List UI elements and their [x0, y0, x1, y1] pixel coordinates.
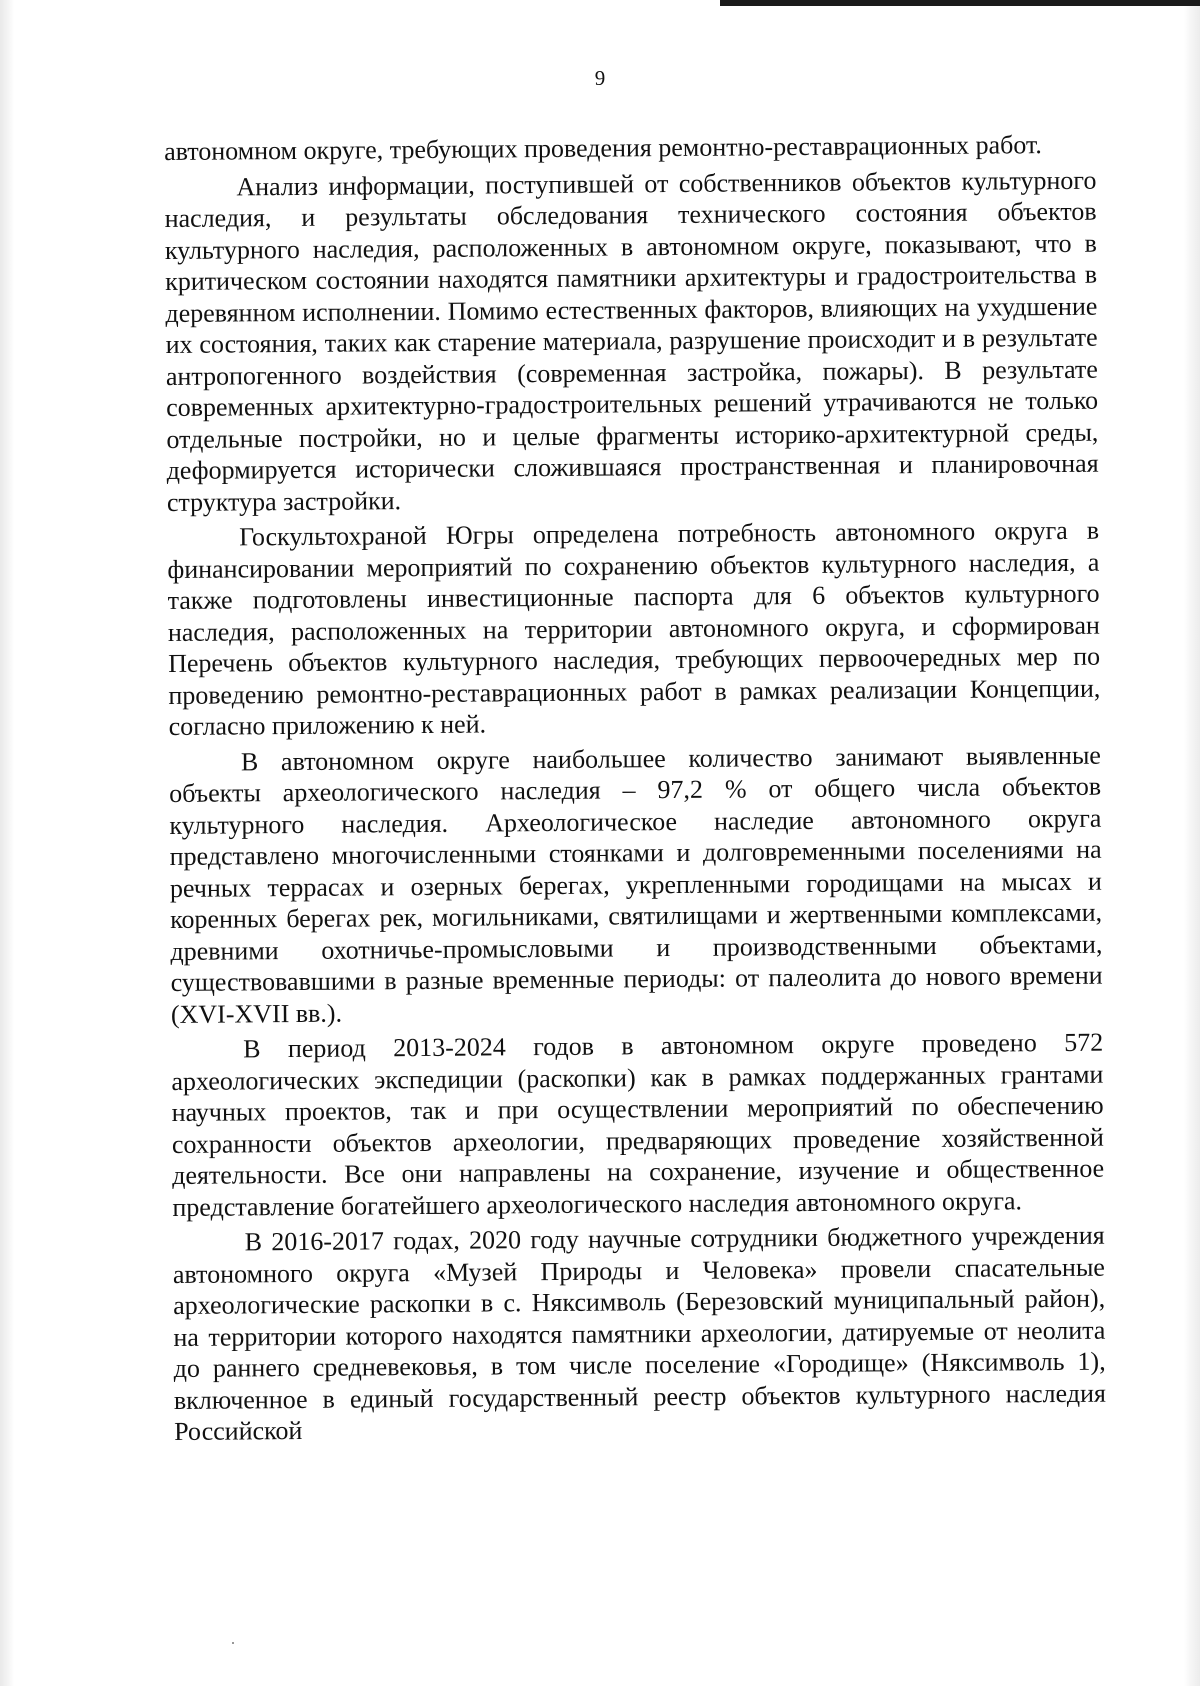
document-body: [164, 129, 1106, 1448]
page-number: 9: [594, 66, 606, 90]
scan-top-bar: [720, 0, 1200, 6]
scan-edge-left: [0, 0, 14, 1686]
paragraph-excavations: В 2016-2017 годах, 2020 году научные сотрудники бюджетного учреждения автономного округа «Музей Природы и Человека» провели спасательные археологические раскопки в с. Няксимволь (Березовский муниципальный район), на территории которого находятся памятники археологии, датируемые от неолита до раннего средневековья, в том числе поселение «Городище» (Няксимволь 1), включенное в единый государственный реестр объектов культурного наследия Российской: [172, 1220, 1107, 1446]
paragraph-funding: Госкультохраной Югры определена потребность автономного округа в финансировании мероприятий по сохранению объектов культурного наследия, а также подготовлены инвестиционные паспорта для 6 объектов культурного наследия, расположенных на территории автономного округа, и сформирован Перечень объектов культурного наследия, требующих первоочередных мер по проведению ремонтно-реставрационных работ в рамках реализации Концепции, согласно приложению к ней.: [167, 515, 1101, 741]
scan-speck: [232, 1642, 234, 1644]
paragraph-analysis: Анализ информации, поступившей от собственников объектов культурного наследия, и результаты обследования технического состояния объектов культурного наследия, расположенных в автономном округе, показывают, что в критическом состоянии находятся памятники архитектуры и градостроительства в деревянном исполнении. Помимо естественных факторов, влияющих на ухудшение их состояния, таких как старение материала, разрушение происходит и в результате антропогенного воздействия (современная застройка, пожары). В результате современных архитектурно-градостроительных решений утрачиваются не только отдельные постройки, но и целые фрагменты историко-архитектурной среды, деформируется исторически сложившаяся пространственная и планировочная структура застройки.: [164, 165, 1099, 517]
paragraph-expeditions: В период 2013-2024 годов в автономном округе проведено 572 археологических экспедиции (раскопки) как в рамках поддержанных грантами научных проектов, так и при осуществлении мероприятий по обеспечению сохранности объектов археологии, предваряющих проведение хозяйственной деятельности. Все они направлены на сохранение, изучение и общественное представление богатейшего археологического наследия автономного округа.: [171, 1027, 1105, 1222]
paragraph-archaeology-share: В автономном округе наибольшее количество занимают выявленные объекты археологического наследия – 97,2 % от общего числа объектов культурного наследия. Археологическое наследие автономного округа представлено многочисленными стоянками и долговременными поселениями на речных террасах и озерных берегах, укрепленными городищами на мысах и коренных берегах рек, могильниками, святилищами и жертвенными комплексами, древними охотничье-промысловыми и производственными объектами, существовавшими в разные временные периоды: от палеолита до нового времени (XVI-XVII вв.).: [169, 740, 1103, 1029]
paragraph-continuation: автономном округе, требующих проведения ремонтно-реставрационных работ.: [164, 130, 1042, 166]
scan-edge-right: [1184, 0, 1200, 1686]
